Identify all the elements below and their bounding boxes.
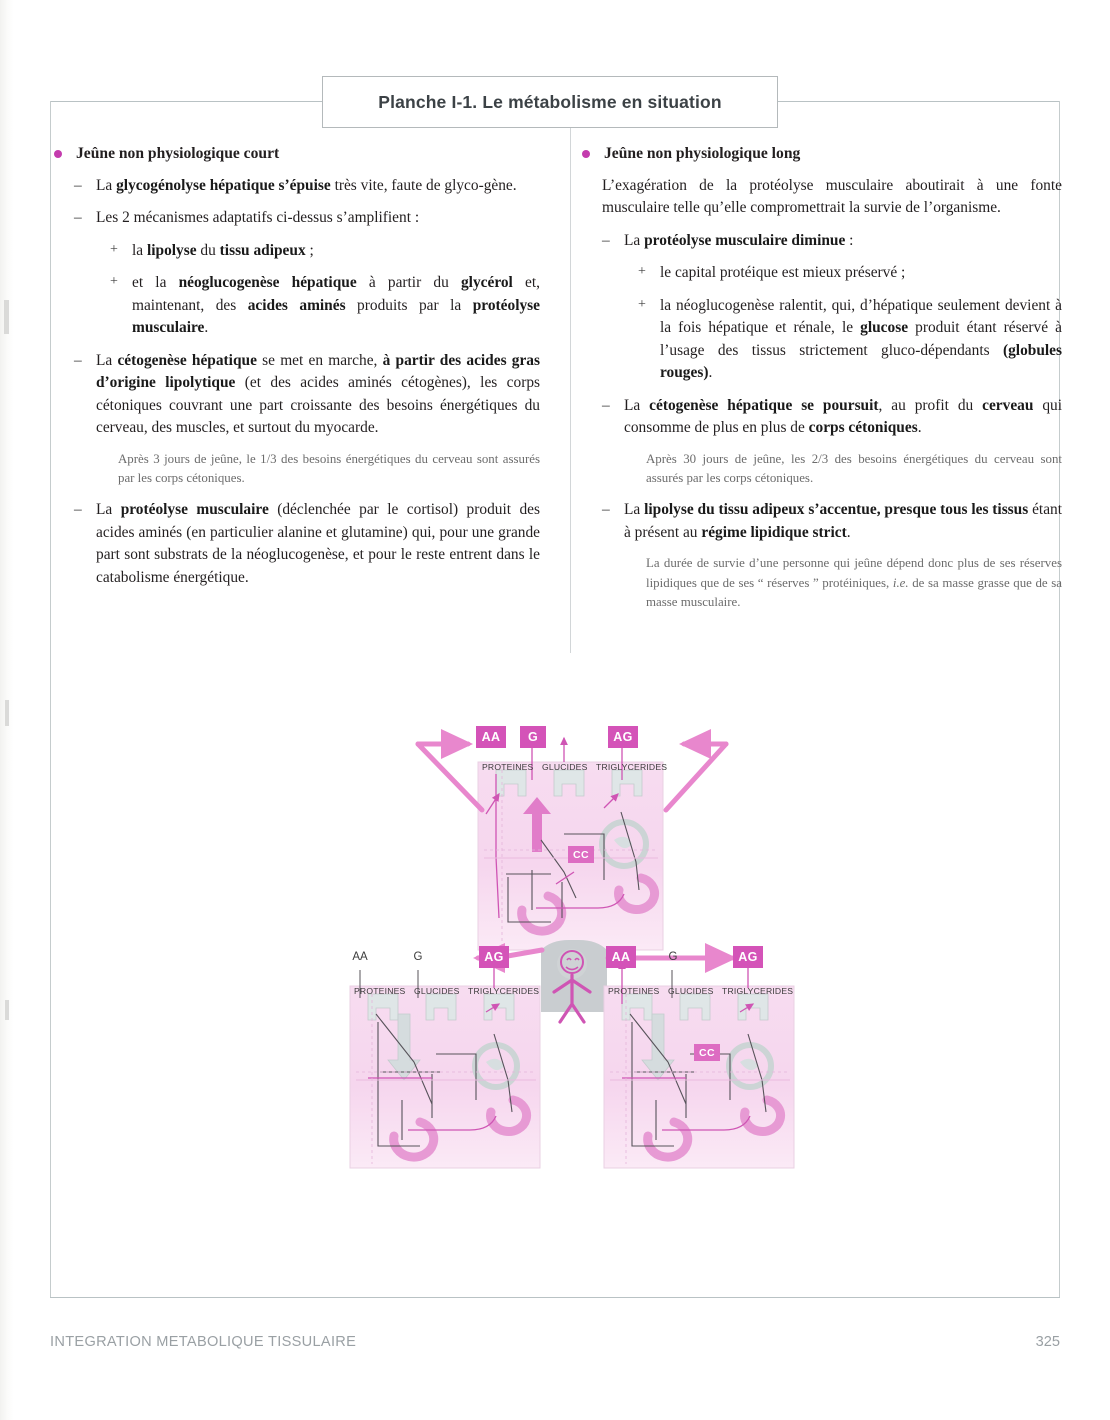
sub-list-item-text: la lipolyse du tissu adipeux ; xyxy=(132,241,314,259)
metabolism-diagram xyxy=(336,722,808,1178)
sub-list-item-text: la néoglucogenèse ralentit, qui, d’hépatique seulement devient à la fois hépatique et rénale, le glucose produit étant réservé à l’usage des tissus strictement gluco-dépendants (globules rouges). xyxy=(660,296,1062,382)
page-rule-bottom xyxy=(50,1297,1060,1298)
list-item xyxy=(74,499,540,589)
footer-page-number: 325 xyxy=(1035,1334,1060,1350)
list-item-text: La protéolyse musculaire diminue : xyxy=(624,231,854,249)
label-triglycerides-bottom-left: TRIGLYCERIDES xyxy=(468,986,540,996)
bullet-dot-icon xyxy=(54,150,62,158)
sub-list-item xyxy=(636,295,1062,385)
chip-cc-bottom-right: CC xyxy=(694,1044,720,1061)
footnote-text: Après 3 jours de jeûne, le 1/3 des besoins énergétiques du cerveau sont assurés par les corps cétoniques. xyxy=(118,451,540,485)
label-triglycerides-bottom-right: TRIGLYCERIDES xyxy=(722,986,794,996)
bullet-dot-icon xyxy=(582,150,590,158)
scan-speck xyxy=(5,700,9,726)
chip-g-bottom-left: G xyxy=(413,951,423,963)
label-proteines-bottom-left: PROTEINES xyxy=(354,986,406,996)
sub-list-item xyxy=(108,272,540,339)
plus-marker: + xyxy=(110,241,118,257)
page-title: Planche I-1. Le métabolisme en situation xyxy=(378,91,722,112)
list-item xyxy=(602,395,1062,440)
label-glucides-bottom-right: GLUCIDES xyxy=(668,986,714,996)
right-heading-label: Jeûne non physiologique long xyxy=(604,145,801,162)
dash-marker: – xyxy=(74,351,82,369)
sub-list-item-text: le capital protéique est mieux préservé ; xyxy=(660,264,906,282)
chip-ag-bottom-right: AG xyxy=(733,946,763,968)
list-item xyxy=(602,499,1062,544)
list-item-text: La glycogénolyse hépatique s’épuise très vite, faute de glyco-gène. xyxy=(96,176,517,194)
list-item-text: Les 2 mécanismes adaptatifs ci-dessus s’amplifient : xyxy=(96,209,420,227)
sub-list-item-text: et la néoglucogenèse hépatique à partir du glycérol et, maintenant, des acides aminés produits par la protéolyse musculaire. xyxy=(132,274,540,337)
chip-ag-top: AG xyxy=(608,726,638,748)
label-glucides-bottom-left: GLUCIDES xyxy=(414,986,460,996)
label-proteines-bottom-right: PROTEINES xyxy=(608,986,660,996)
scan-speck xyxy=(5,1000,9,1020)
chip-aa-bottom-left: AA xyxy=(352,951,368,963)
panel-bottom-left xyxy=(350,966,540,1168)
human-figure-icon xyxy=(541,940,607,1022)
plate-title-box xyxy=(322,76,778,128)
left-column xyxy=(52,143,540,599)
footnote-text: La durée de survie d’une personne qui jeûne dépend donc plus de ses réserves lipidiques que de ses “ réserves ” protéiniques, i.e. de sa masse grasse que de sa masse musculaire. xyxy=(646,556,1062,610)
chip-aa-top: AA xyxy=(476,726,506,748)
right-column xyxy=(580,143,1062,623)
chip-ag-bottom-left: AG xyxy=(479,946,509,968)
footer-section-title: INTEGRATION METABOLIQUE TISSULAIRE xyxy=(50,1334,357,1350)
label-triglycerides-top: TRIGLYCERIDES xyxy=(596,762,668,772)
footnote-text: Après 30 jours de jeûne, les 2/3 des besoins énergétiques du cerveau sont assurés par les corps cétoniques. xyxy=(646,451,1062,485)
plus-marker: + xyxy=(638,296,646,312)
sub-list-item xyxy=(636,262,1062,284)
intro-paragraph: L’exagération de la protéolyse musculaire aboutirait à une fonte musculaire telle qu’elle compromettrait la survie de l’organisme. xyxy=(602,176,1062,217)
list-item xyxy=(74,207,540,229)
list-item xyxy=(602,230,1062,252)
list-item-text: La cétogenèse hépatique se met en marche, à partir des acides gras d’origine lipolytique (et des acides aminés cétogènes), les corps cétoniques couvrant une part croissante des besoins énergétiques du cerveau, des muscles, et surtout du myocarde. xyxy=(96,351,541,437)
right-heading xyxy=(580,143,1062,166)
chip-g-top: G xyxy=(520,726,546,748)
list-item xyxy=(74,350,540,440)
list-item-text: La protéolyse musculaire (déclenchée par le cortisol) produit des acides aminés (en particulier alanine et glutamine) qui, pour une grande part sont substrats de la néoglucogenèse, et pour le reste entrent dans le catabolisme énergétique. xyxy=(96,501,540,586)
list-item xyxy=(74,175,540,197)
dash-marker: – xyxy=(74,501,82,519)
column-divider xyxy=(570,128,571,653)
list-item-text: La lipolyse du tissu adipeux s’accentue, presque tous les tissus étant à présent au régime lipidique strict. xyxy=(624,501,1062,541)
list-item-text: La cétogenèse hépatique se poursuit, au profit du cerveau qui consomme de plus en plus de corps cétoniques. xyxy=(624,396,1062,437)
dash-marker: – xyxy=(602,396,610,414)
left-heading-label: Jeûne non physiologique court xyxy=(76,145,280,162)
plus-marker: + xyxy=(638,264,646,280)
page-rule-left xyxy=(50,101,51,1298)
plus-marker: + xyxy=(110,274,118,290)
dash-marker: – xyxy=(74,176,82,194)
left-heading xyxy=(52,143,540,166)
scan-speck xyxy=(4,300,9,334)
chip-g-bottom-right: G xyxy=(668,951,678,963)
label-proteines-top: PROTEINES xyxy=(482,762,534,772)
dash-marker: – xyxy=(602,501,610,519)
label-glucides-top: GLUCIDES xyxy=(542,762,588,772)
sub-list-item xyxy=(108,240,540,262)
chip-aa-bottom-right: AA xyxy=(606,946,636,968)
chip-cc-top: CC xyxy=(568,846,594,863)
dash-marker: – xyxy=(602,231,610,249)
dash-marker: – xyxy=(74,209,82,227)
